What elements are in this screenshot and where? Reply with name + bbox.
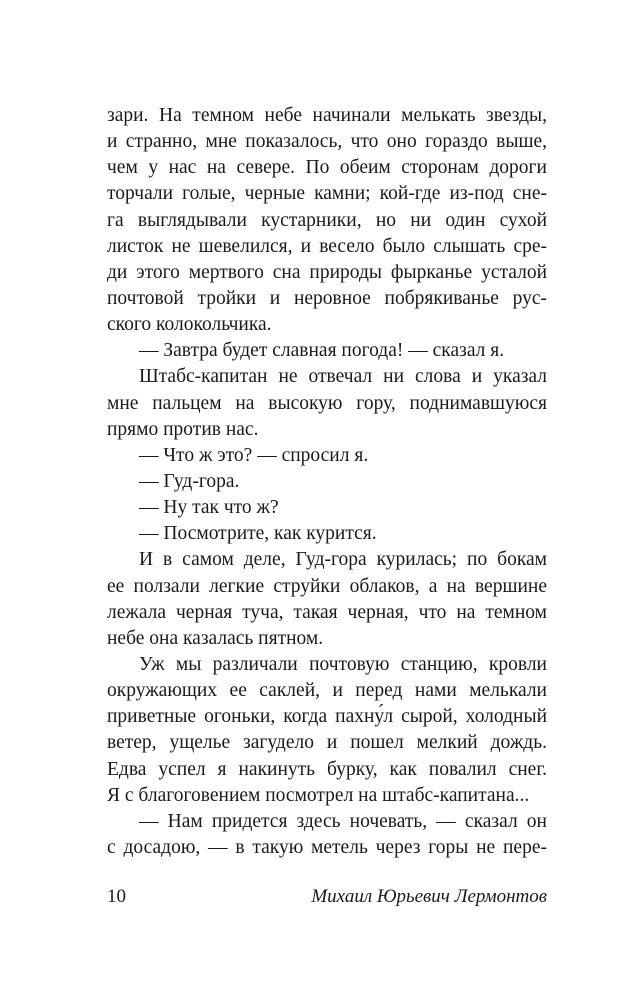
text-line: чем у нас на севере. По обеим сторонам дороги [107, 157, 547, 179]
text-line: ди этого мертвого сна природы фырканье усталой [107, 261, 547, 283]
page-footer [107, 883, 547, 911]
text-line: Едва успел я накинуть бурку, как повалил снег. [107, 758, 547, 780]
text-line: почтовой тройки и неровное побрякиванье рус- [107, 287, 547, 309]
page-number: 10 [107, 886, 126, 907]
text-line: га выглядывали кустарники, но ни один сухой [107, 209, 547, 231]
text-line: приветные огоньки, когда пахну́л сырой, холодный [107, 706, 547, 728]
text-line: окружающих ее саклей, и перед нами мелькали [107, 680, 547, 702]
text-line: — Ну так что ж? [139, 497, 279, 519]
text-line: — Посмотрите, как курится. [139, 523, 377, 545]
text-line: Уж мы различали почтовую станцию, кровли [139, 653, 547, 675]
text-line: Я с благоговением посмотрел на штабс-капитана... [107, 784, 530, 806]
text-line: И в самом деле, Гуд-гора курилась; по бокам [139, 549, 547, 571]
running-title: Михаил Юрьевич Лермонтов [311, 886, 547, 907]
text-line: — Что ж это? — спросил я. [139, 444, 369, 466]
text-line: — Нам придется здесь ночевать, — сказал он [139, 810, 547, 832]
text-line: прямо против нас. [107, 418, 259, 440]
text-line: и странно, мне показалось, что оно гораздо выше, [107, 131, 547, 153]
text-line: торчали голые, черные камни; кой-где из-под сне- [107, 183, 547, 205]
text-line: ветер, ущелье загудело и пошел мелкий дождь. [107, 732, 547, 754]
text-line: — Завтра будет славная погода! — сказал я. [139, 340, 505, 362]
text-line: ского колокольчика. [107, 314, 272, 336]
body-text [107, 103, 547, 861]
text-line: Штабс-капитан не отвечал ни слова и указал [139, 366, 547, 388]
text-line: небе она казалась пятном. [107, 627, 324, 649]
text-line: мне пальцем на высокую гору, поднимавшуюся [107, 392, 547, 414]
text-line: с досадою, — в такую метель через горы не пере- [107, 836, 547, 858]
text-line: лежала черная туча, такая черная, что на темном [107, 601, 547, 623]
text-line: — Гуд-гора. [139, 470, 240, 492]
text-line: листок не шевелился, и весело было слышать сре- [107, 235, 547, 257]
text-line: ее ползали легкие струйки облаков, а на вершине [107, 575, 547, 597]
text-line: зари. На темном небе начинали мелькать звезды, [107, 105, 547, 126]
